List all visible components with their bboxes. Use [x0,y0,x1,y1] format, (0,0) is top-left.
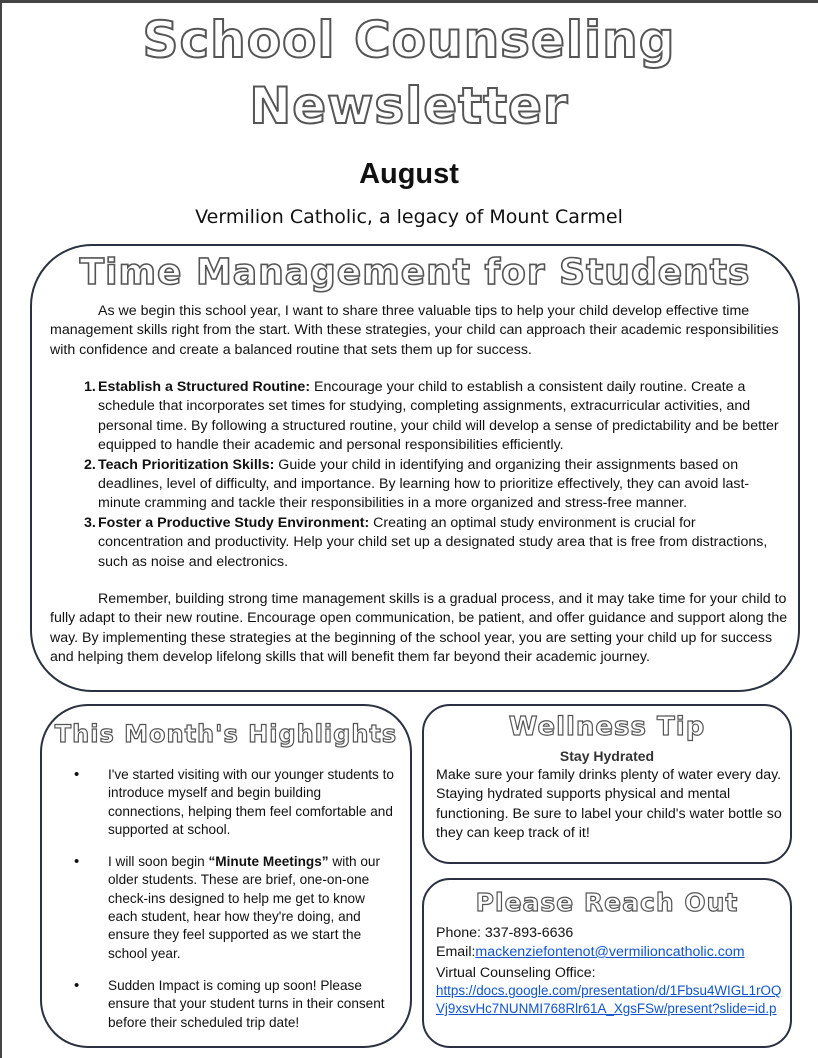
email-label: Email: [436,944,476,960]
phone-number: Phone: 337-893-6636 [436,925,574,941]
tip-item [84,514,784,572]
virtual-office-link[interactable]: https://docs.google.com/presentation/d/1Fbsu4WIGL1rOQVj9xsvHc7NUNMI768Rlr61A_XgsFSw/present?slide=id.p [436,983,782,1016]
intro-text: As we begin this school year, I want to share three valuable tips to help your child develop effective time management skills right from the start. With these strategies, your child can approach their academic responsibilities with confidence and create a balanced routine that sets them up for success. [50,303,779,358]
highlight-text: I've started visiting with our younger students to introduce myself and begin building connections, helping them feel comfortable and supported at school. [108,767,394,837]
minute-meetings-label: “Minute Meetings” [208,854,329,870]
tip-text: Creating an optimal study environment is crucial for concentration and productivity. Help your child set up a designated study area that is free from distractions, such as noise and electronics. [98,514,768,570]
reach-out-title: Please Reach Out [475,888,739,917]
wellness-tip-section [422,704,792,864]
tip-text: Encourage your child to establish a consistent daily routine. Create a schedule that incorporates set times for studying, completing assignments, extracurricular activities, and personal time. By following a structured routine, your child will develop a sense of predictability and be better equipped to handle their academic and personal responsibilities efficiently. [98,379,779,454]
list-item [64,853,394,963]
wellness-tip-title: Wellness Tip [508,712,706,742]
bullet-icon: • [74,976,80,994]
highlight-text: I will soon begin [108,854,209,870]
school-subtitle: Vermilion Catholic, a legacy of Mount Carmel [195,206,623,228]
tip-number: 3. [84,514,96,531]
wellness-subheading: Stay Hydrated [559,748,655,764]
virtual-office-line [436,982,788,1018]
tip-text: Guide your child in identifying and organizing their assignments based on deadlines, level of difficulty, and importance. By learning how to prioritize effectively, they can avoid last-minute cramming and tackle their responsibilities in a more organized and stress-free manner. [98,456,750,512]
highlights-list [64,766,394,1046]
closing-paragraph [50,590,788,668]
tips-list [84,378,784,572]
page-border-top [0,0,818,3]
tip-number: 1. [84,379,96,395]
tip-title: Foster a Productive Study Environment: [98,514,370,531]
highlight-text: with our older students. These are brief, one-on-one check-ins designed to help me get to know each student, hear how they're doing, and ensure they feel supported as we start the school year. [108,854,380,961]
reach-out-section [422,878,792,1048]
email-link[interactable]: mackenziefontenot@vermilioncatholic.com [475,944,745,960]
tip-item [84,378,784,456]
virtual-office-label: Virtual Counseling Office: [436,965,596,981]
closing-text: Remember, building strong time management skills is a gradual process, and it may take time for your child to fully adapt to their new routine. Encourage open communication, be patient, and offer guidance and support along the way. By implementing these strategies at the beginning of the school year, you are setting your child up for success and helping them develop lifelong skills that will benefit them far beyond their academic journey. [50,591,788,666]
highlight-text: Sudden Impact is coming up soon! Please ensure that your student turns in their consent before their scheduled trip date! [108,977,385,1030]
tip-title: Teach Prioritization Skills: [98,456,275,473]
wellness-text: Make sure your family drinks plenty of water every day. Staying hydrated supports physical and mental functioning. Be sure to label your child's water bottle so they can keep track of it! [436,767,782,842]
tip-title: Establish a Structured Routine: [98,379,311,395]
time-management-section [30,244,800,692]
time-management-title: Time Management for Students [79,252,751,293]
newsletter-title-line1: School Counseling [142,11,676,69]
list-item [64,977,394,1032]
tip-number: 2. [84,456,96,473]
intro-paragraph [50,302,788,360]
month-heading: August [359,158,459,190]
tip-item [84,456,784,514]
highlights-section [40,704,412,1048]
list-item [64,766,394,839]
bullet-icon: • [74,766,80,783]
newsletter-title-line2: Newsletter [249,77,569,135]
bullet-icon: • [74,853,80,871]
email-line [436,943,788,962]
highlights-title: This Month's Highlights [54,720,398,748]
